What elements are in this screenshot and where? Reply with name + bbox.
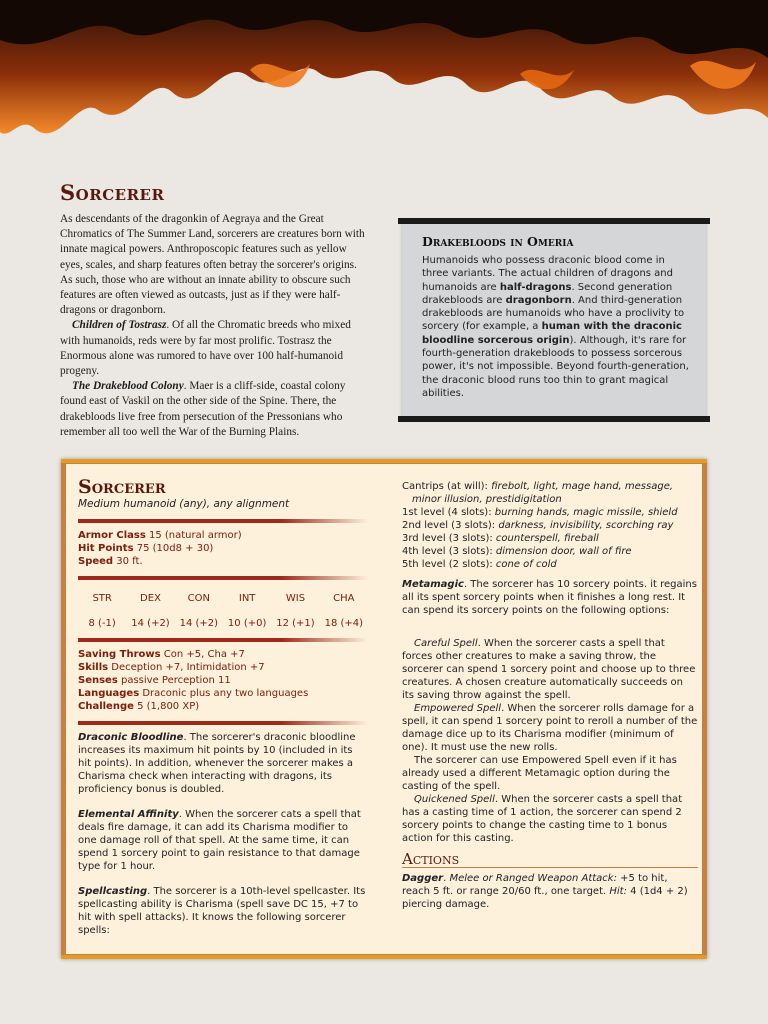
stat-label: Skills — [78, 662, 109, 673]
paragraph-text: . Maer is a cliff-side, coastal colony found east of Vaskil on the other side of the Spine. There, the drakebloods live free from persecution of the Pressonians who remember all too well the War of the Burning Plains. — [60, 380, 346, 438]
attack-text: +5 to hit, reach 5 ft. or range 20/60 ft., one target. — [402, 873, 668, 897]
spell-level: 1st level (4 slots): — [402, 507, 495, 518]
stat-value: 5 (1,800 XP) — [137, 701, 200, 712]
note-body — [422, 254, 692, 400]
ability-str: STR — [92, 593, 112, 604]
saving-throws — [78, 648, 368, 661]
spell-names: cone of cold — [495, 559, 557, 570]
option-text: . When the sorcerer casts a spell that forces other creatures to make a saving throw, the sorcerer can spend 1 sorcery point and choose up to three creatures. A chosen creature automatically succeeds on its saving throw against the spell. — [402, 638, 696, 701]
spacer — [402, 623, 698, 637]
spell-level: Cantrips (at will): — [402, 481, 492, 492]
spell-names: counterspell, fireball — [495, 533, 599, 544]
spell-level: 5th level (2 slots): — [402, 559, 496, 570]
ability-dex: DEX — [140, 593, 161, 604]
attack-type: Melee or Ranged Weapon Attack: — [449, 873, 617, 884]
ability-cha-value: 18 (+4) — [324, 618, 364, 629]
note-top-bar — [398, 218, 710, 224]
spell-names: dimension door, wall of fire — [495, 546, 632, 557]
ability-con: CON — [187, 593, 210, 604]
stat-block-left-column — [78, 476, 368, 943]
drakeblood-colony-paragraph — [60, 379, 366, 440]
note-highlight: half-dragons — [499, 281, 572, 293]
stat-label: Armor Class — [78, 530, 146, 541]
trait-text: . The sorcerer has 10 sorcery points. it regains all its spent sorcery points when it finishes a long rest. It can spend its sorcery points on the following options: — [402, 579, 697, 616]
ability-wis: WIS — [285, 593, 306, 604]
sorcerer-stat-block — [61, 459, 707, 959]
divider — [78, 576, 368, 580]
stat-value: Con +5, Cha +7 — [163, 649, 245, 660]
paragraph-text: . Of all the Chromatic breeds who mixed with humanoids, reds were by far most prolific. Tostrasz the Enormous alone was rumored to have over 100 half-humanoid progeny. — [60, 319, 351, 378]
senses — [78, 674, 368, 687]
note-text: Humanoids who possess draconic blood come in three variants. The actual children of dragons and humanoids are — [422, 255, 673, 293]
spell-row-1st — [402, 506, 698, 519]
option-text: . When the sorcerer rolls damage for a spell, it can spend 1 sorcery point to reroll a number of the damage dice up to its Charisma modifier (minimum of one). It must use the new rolls. — [402, 703, 698, 753]
spell-row-4th — [402, 545, 698, 558]
actions-heading: Actions — [402, 853, 698, 868]
stat-value: Draconic plus any two languages — [142, 688, 309, 699]
fire-header-art — [0, 0, 768, 200]
spell-names: firebolt, light, mage hand, message, minor illusion, prestidigitation — [412, 481, 674, 505]
spell-row-2nd — [402, 519, 698, 532]
trait-spellcasting — [78, 885, 368, 937]
hit-points — [78, 542, 368, 555]
action-name: Dagger — [402, 873, 444, 884]
spell-names: darkness, invisibility, scorching ray — [498, 520, 674, 531]
stat-label: Challenge — [78, 701, 134, 712]
ability-cha: CHA — [333, 593, 355, 604]
divider — [78, 519, 368, 523]
trait-metamagic — [402, 578, 698, 617]
option-name: Quickened Spell — [414, 794, 495, 805]
note-highlight: dragonborn — [505, 294, 572, 306]
hit-text: 4 (1d4 + 2) piercing damage. — [402, 886, 688, 910]
note-text: . And third-generation drakebloods are humanoids who have a proclivity to sorcery (for example, a — [422, 294, 685, 333]
stat-value: 30 ft. — [116, 556, 143, 567]
quickened-spell — [402, 793, 698, 845]
note-text: ). Although, it's rare for fourth-generation drakebloods to possess sorcerous power, it's not impossible. Beyond fourth-generation, the draconic blood runs too thin to grant magical abilities. — [422, 334, 689, 399]
monster-type: Medium humanoid (any), any alignment — [78, 498, 290, 510]
spell-names: burning hands, magic missile, shield — [494, 507, 678, 518]
spacer — [402, 571, 698, 578]
trait-elemental-affinity — [78, 808, 368, 873]
punct: . — [443, 873, 450, 884]
monster-name: Sorcerer — [78, 476, 166, 498]
spell-row-5th — [402, 558, 698, 571]
note-highlight: human with the draconic bloodline sorcerous origin — [422, 321, 682, 346]
action-dagger — [402, 872, 698, 911]
option-text: . When the sorcerer casts a spell that has a casting time of 1 action, the sorcerer can spend 2 sorcery points to change the casting time to 1 bonus action for this casting. — [402, 794, 683, 844]
paragraph-title: The Drakeblood Colony — [72, 380, 184, 393]
trait-text: . When the sorcerer cats a spell that deals fire damage, it can add its Charisma modifier to one damage roll of that spell. At the same time, it can spend 1 sorcery point to gain resistance to that damage type for 1 hour. — [78, 809, 361, 872]
stat-value: Deception +7, Intimidation +7 — [111, 662, 265, 673]
stat-block-top-edge — [61, 459, 707, 463]
trait-name: Draconic Bloodline — [78, 732, 184, 743]
divider — [78, 638, 368, 642]
ability-str-value: 8 (-1) — [88, 618, 116, 629]
stat-block-bottom-edge — [61, 955, 707, 959]
ability-int: INT — [238, 593, 256, 604]
stat-label: Languages — [78, 688, 140, 699]
stat-block-right-column — [402, 480, 698, 917]
hit-label: Hit: — [609, 886, 627, 897]
stat-label: Saving Throws — [78, 649, 161, 660]
drakebloods-sidebar-note — [402, 222, 706, 418]
stat-label: Senses — [78, 675, 118, 686]
ability-int-value: 10 (+0) — [227, 618, 267, 629]
trait-text: . The sorcerer is a 10th-level spellcaster. Its spellcasting ability is Charisma (spell save DC 15, +7 to hit with spell attacks). It knows the following sorcerer spells: — [78, 886, 366, 936]
empowered-spell — [402, 702, 698, 754]
spell-level: 4th level (3 slots): — [402, 546, 496, 557]
spell-row-3rd — [402, 532, 698, 545]
ability-dex-value: 14 (+2) — [131, 618, 170, 629]
trait-text: . The sorcerer's draconic bloodline increases its maximum hit points by 10 (included in its hit points). In addition, whenever the sorcerer makes a Charisma check when interacting with dragons, its proficiency bonus is doubled. — [78, 732, 356, 795]
intro-paragraph: As descendants of the dragonkin of Aegraya and the Great Chromatics of The Summer Land, sorcerers are creatures born with innate magical powers. Anthroposcopic features such as yellow eyes, scales, and sharp features often betray the sorcerer's origins. As such, those who are without an innate ability to obscure such features are often viewed as outcasts, just as if they were half-dragons or dragonborn. — [60, 213, 365, 317]
ability-con-value: 14 (+2) — [179, 618, 219, 629]
trait-draconic-bloodline — [78, 731, 368, 796]
note-bottom-bar — [398, 416, 710, 422]
challenge — [78, 700, 368, 713]
ability-score-values — [78, 617, 368, 630]
trait-name: Spellcasting — [78, 886, 148, 897]
option-name: Careful Spell — [414, 638, 478, 649]
intro-text — [60, 212, 366, 440]
ability-wis-value: 12 (+1) — [276, 618, 315, 629]
skills — [78, 661, 368, 674]
divider — [78, 721, 368, 725]
paragraph-title: Children of Tostrasz — [72, 319, 167, 332]
stat-label: Speed — [78, 556, 114, 567]
careful-spell — [402, 637, 698, 702]
spell-level: 3rd level (3 slots): — [402, 533, 496, 544]
armor-class — [78, 529, 368, 542]
stat-value: 15 (natural armor) — [148, 530, 242, 541]
stat-value: 75 (10d8 + 30) — [136, 543, 214, 554]
empowered-spell-extra: The sorcerer can use Empowered Spell even if it has already used a different Metamagic option during the casting of the spell. — [402, 755, 677, 792]
languages — [78, 687, 368, 700]
spell-list — [402, 480, 698, 571]
speed — [78, 555, 368, 568]
spell-level: 2nd level (3 slots): — [402, 520, 499, 531]
note-text: . Second generation drakebloods are — [422, 281, 673, 306]
spell-row-cantrips — [402, 480, 698, 506]
children-of-tostrasz-paragraph — [60, 318, 366, 379]
ability-score-names — [78, 592, 368, 605]
option-name: Empowered Spell — [414, 703, 502, 714]
trait-name: Metamagic — [402, 579, 464, 590]
trait-name: Elemental Affinity — [78, 809, 179, 820]
note-title: Drakebloods in Omeria — [422, 234, 574, 249]
stat-label: Hit Points — [78, 543, 134, 554]
page-title: Sorcerer — [60, 180, 165, 205]
stat-value: passive Perception 11 — [120, 675, 231, 686]
